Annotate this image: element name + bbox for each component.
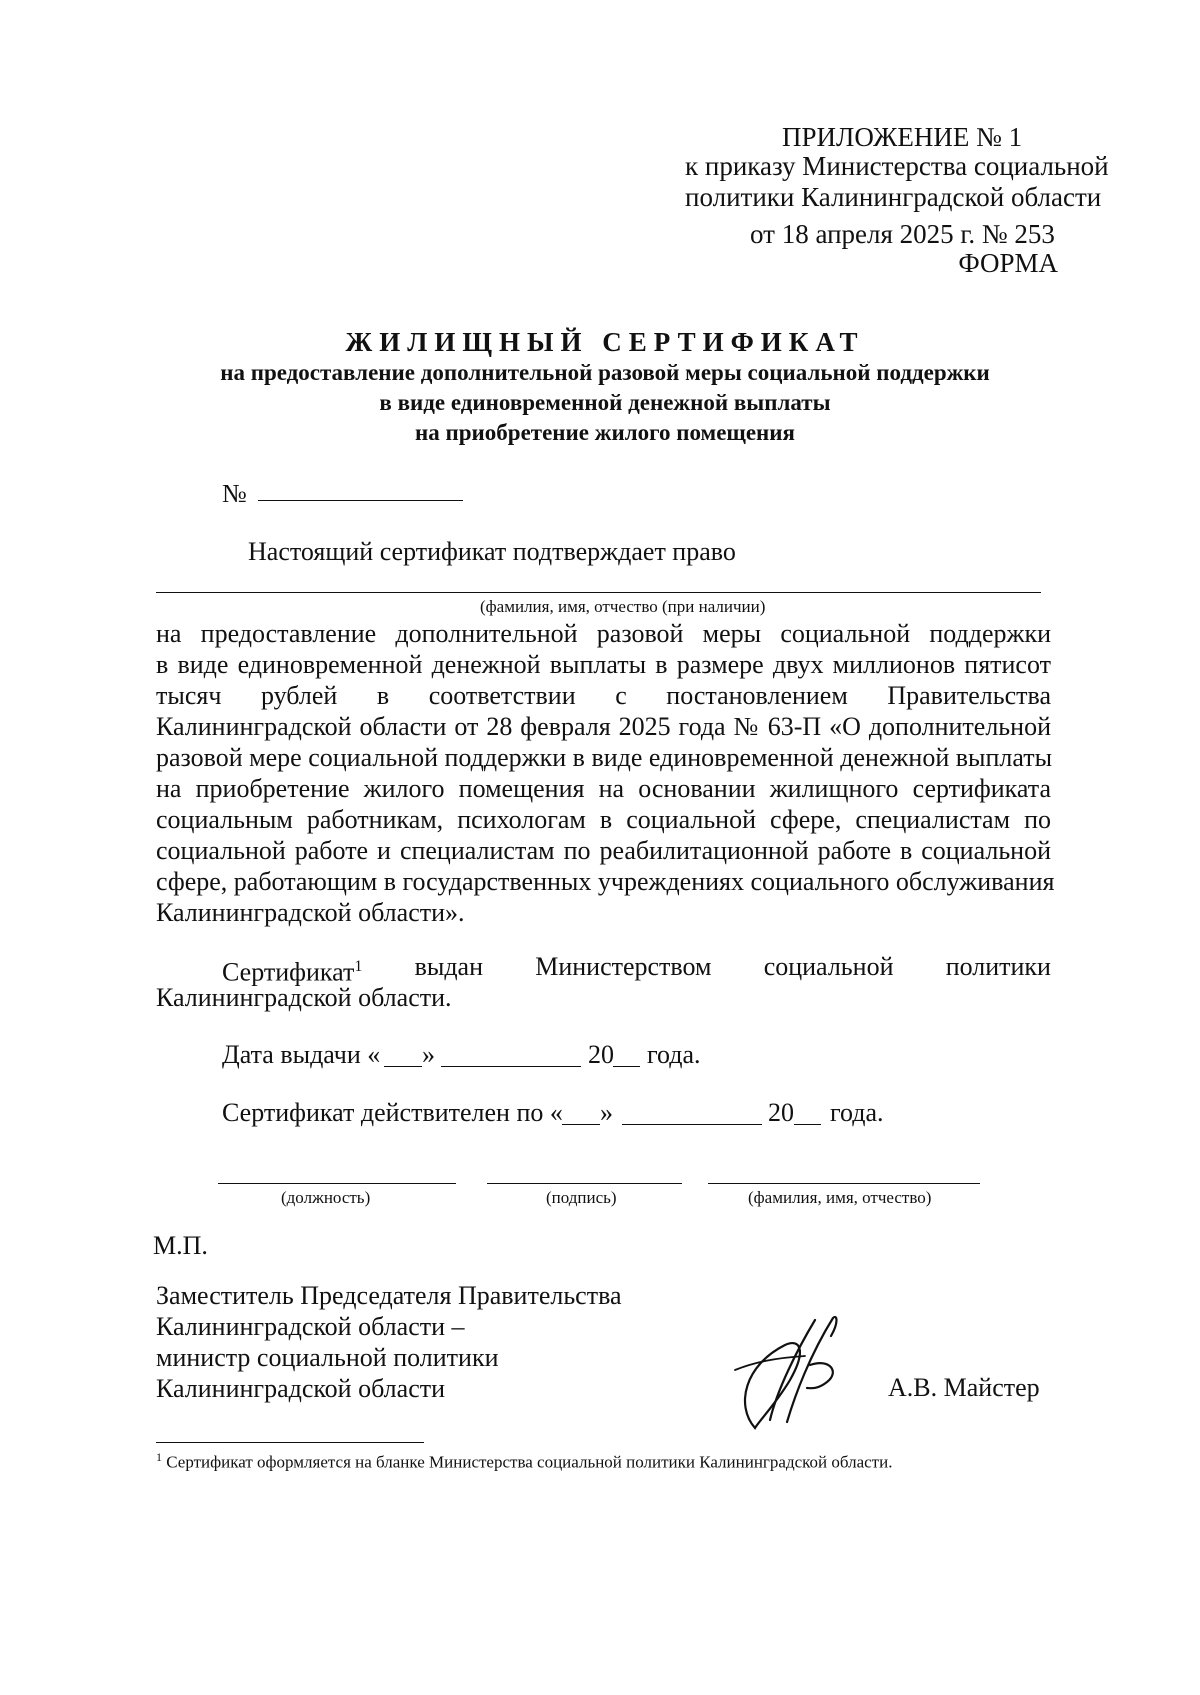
signer-title-line-4: Калининградской области <box>156 1374 446 1403</box>
paragraph-line: в виде единовременной денежной выплаты в размере двух миллионов пятисот <box>156 650 1051 679</box>
form-label: ФОРМА <box>958 248 1058 278</box>
title-subline-1: на предоставление дополнительной разовой меры социальной поддержки <box>220 360 990 385</box>
main-paragraph <box>156 618 1055 928</box>
paragraph-line: разовой мере социальной поддержки в виде единовременной денежной выплаты <box>156 743 1053 772</box>
paragraph-line: Калининградской области от 28 февраля 2025 года № 63-П «О дополнительной <box>156 712 1051 741</box>
signer-title-line-2: Калининградской области – <box>156 1312 465 1341</box>
signer-title-line-3: министр социальной политики <box>156 1343 499 1372</box>
issue-day-field[interactable] <box>384 1066 422 1067</box>
appendix-order-line: к приказу Министерства социальной <box>685 151 1109 181</box>
signature-caption: (подпись) <box>546 1188 617 1207</box>
title-subline-3: на приобретение жилого помещения <box>415 420 795 445</box>
name-field[interactable] <box>708 1183 980 1184</box>
issue-date-label: Дата выдачи « <box>222 1040 381 1069</box>
paragraph-last-line: Калининградской области». <box>156 898 465 927</box>
footnote-text: Сертификат оформляется на бланке Министерства социальной политики Калининградской области. <box>166 1452 893 1472</box>
paragraph-line: социальным работникам, психологам в социальной сфере, специалистам по <box>156 805 1051 834</box>
valid-month-field[interactable] <box>622 1124 762 1125</box>
signer-title-line-1: Заместитель Председателя Правительства <box>156 1281 622 1310</box>
footnote-ref: 1 <box>354 958 363 975</box>
valid-until-quote: » <box>600 1098 613 1127</box>
appendix-ministry-line: политики Калининградской области <box>685 182 1102 212</box>
title-subline-2: в виде единовременной денежной выплаты <box>379 390 831 415</box>
paragraph-line: сфере, работающим в государственных учреждениях социального обслуживания <box>156 867 1055 896</box>
signer-block <box>156 1280 622 1404</box>
footnote-marker: 1 <box>156 1450 162 1464</box>
handwritten-signature <box>715 1310 850 1435</box>
footnote <box>156 1450 892 1473</box>
valid-year-prefix: 20 <box>768 1098 794 1127</box>
fio-field[interactable] <box>156 592 1041 593</box>
fio-caption: (фамилия, имя, отчество (при наличии) <box>480 597 766 616</box>
issued-policy-word: политики <box>945 952 1051 981</box>
certificate-number-label: № <box>222 479 247 508</box>
issue-date-quote: » <box>422 1040 435 1069</box>
paragraph-line: на приобретение жилого помещения на основании жилищного сертификата <box>156 774 1051 803</box>
position-field[interactable] <box>218 1183 456 1184</box>
issued-ministry-word: Министерством <box>535 952 712 981</box>
signature-field[interactable] <box>487 1183 682 1184</box>
appendix-number: ПРИЛОЖЕНИЕ № 1 <box>782 122 1023 152</box>
issued-certificate-text: Сертификат <box>222 957 355 987</box>
issue-year-field[interactable] <box>613 1066 640 1067</box>
issue-year-suffix: года. <box>647 1040 701 1069</box>
document-title: ЖИЛИЩНЫЙ СЕРТИФИКАТ <box>345 327 865 357</box>
position-caption: (должность) <box>281 1188 371 1207</box>
issue-month-field[interactable] <box>441 1066 581 1067</box>
issued-word: выдан <box>414 952 484 981</box>
certificate-number-field[interactable] <box>258 500 463 501</box>
name-caption: (фамилия, имя, отчество) <box>748 1188 932 1207</box>
valid-day-field[interactable] <box>562 1124 600 1125</box>
valid-until-label: Сертификат действителен по « <box>222 1098 563 1127</box>
footnote-separator <box>156 1442 424 1443</box>
stamp-label: М.П. <box>153 1231 208 1260</box>
intro-text: Настоящий сертификат подтверждает право <box>248 537 736 566</box>
paragraph-line: тысяч рублей в соответствии с постановлением Правительства <box>156 681 1051 710</box>
paragraph-line: социальной работе и специалистам по реабилитационной работе в социальной <box>156 836 1051 865</box>
valid-year-field[interactable] <box>794 1124 821 1125</box>
appendix-date-line: от 18 апреля 2025 г. № 253 <box>750 219 1055 249</box>
paragraph-line: на предоставление дополнительной разовой меры социальной поддержки <box>156 619 1051 648</box>
valid-year-suffix: года. <box>830 1098 884 1127</box>
issued-by-line-2: Калининградской области. <box>156 983 452 1012</box>
issue-year-prefix: 20 <box>588 1040 614 1069</box>
signer-name: А.В. Майстер <box>888 1373 1040 1402</box>
issued-social-word: социальной <box>763 952 894 981</box>
